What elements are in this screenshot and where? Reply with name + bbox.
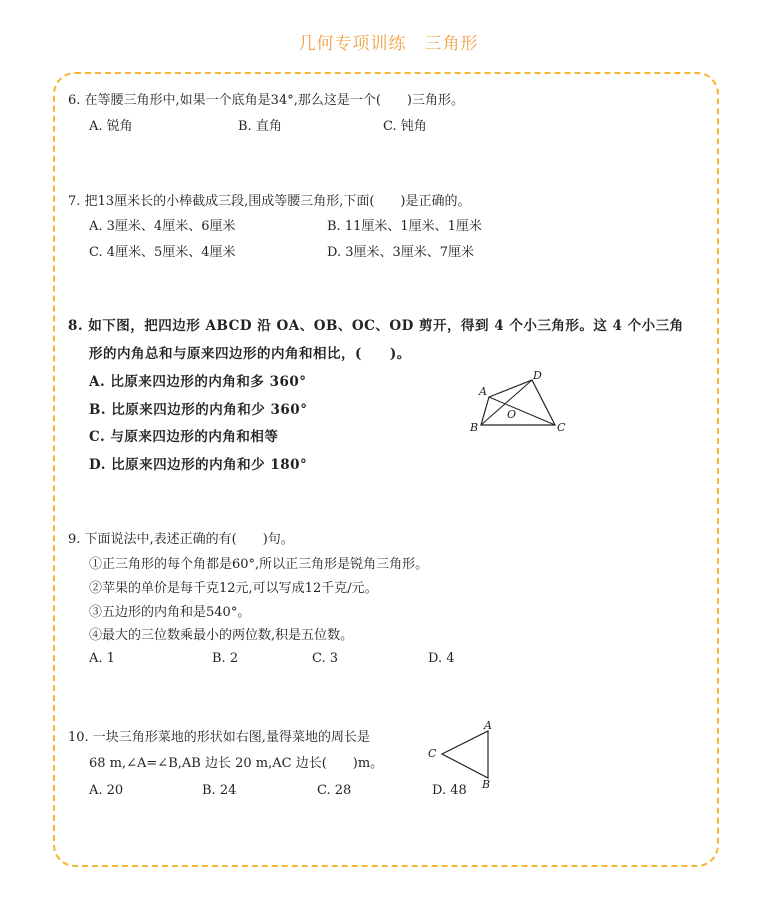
triangle-abc-figure (420, 716, 505, 790)
q9-option-c: C. 3 (312, 651, 339, 666)
q9-statement-2: ②苹果的单价是每千克12元,可以写成12千克/元。 (89, 581, 378, 596)
q8-stem-line2: 形的内角总和与原来四边形的内角和相比，( )。 (89, 346, 411, 362)
q10-option-d: D. 48 (432, 783, 467, 798)
q7-option-b: B. 11厘米、1厘米、1厘米 (327, 219, 482, 234)
q9-option-d: D. 4 (428, 651, 455, 666)
q7-option-c: C. 4厘米、5厘米、4厘米 (89, 245, 236, 260)
q7-stem: 7. 把13厘米长的小棒截成三段,围成等腰三角形,下面( )是正确的。 (68, 194, 471, 209)
q7-option-d: D. 3厘米、3厘米、7厘米 (327, 245, 475, 260)
quadrilateral-abcd-figure (460, 368, 580, 438)
q6-option-c: C. 钝角 (383, 119, 427, 134)
q9-stem: 9. 下面说法中,表述正确的有( )句。 (68, 532, 294, 547)
vertex-label-a: A (484, 719, 492, 732)
vertex-label-c: C (557, 421, 566, 434)
page-title: 几何专项训练 三角形 (298, 34, 479, 54)
vertex-label-a: A (479, 385, 487, 398)
q10-option-b: B. 24 (202, 783, 237, 798)
vertex-label-b: B (470, 421, 479, 434)
q9-statement-1: ①正三角形的每个角都是60°,所以正三角形是锐角三角形。 (89, 557, 429, 572)
center-label-o: O (507, 408, 517, 421)
q10-stem-line2: 68 m,∠A=∠B,AB 边长 20 m,AC 边长( )m。 (89, 756, 384, 771)
q8-option-a: A. 比原来四边形的内角和多 360° (89, 374, 307, 390)
triangle-outline (442, 731, 488, 778)
q9-option-b: B. 2 (212, 651, 239, 666)
q9-statement-3: ③五边形的内角和是540°。 (89, 605, 251, 620)
vertex-label-c: C (428, 747, 437, 760)
q9-statement-4: ④最大的三位数乘最小的两位数,积是五位数。 (89, 628, 354, 643)
q8-option-c: C. 与原来四边形的内角和相等 (89, 429, 279, 445)
vertex-label-b: B (482, 778, 491, 790)
quadrilateral-outline (481, 380, 555, 425)
q10-option-a: A. 20 (89, 783, 124, 798)
q10-stem-line1: 10. 一块三角形菜地的形状如右图,量得菜地的周长是 (68, 730, 370, 745)
q6-option-b: B. 直角 (238, 119, 282, 134)
q9-option-a: A. 1 (89, 651, 115, 666)
vertex-label-d: D (533, 369, 542, 382)
q6-stem: 6. 在等腰三角形中,如果一个底角是34°,那么这是一个( )三角形。 (68, 93, 464, 108)
q8-stem-line1: 8. 如下图，把四边形 ABCD 沿 OA、OB、OC、OD 剪开，得到 4 个小三角形。这 4 个小三角 (68, 318, 684, 334)
q8-option-d: D. 比原来四边形的内角和少 180° (89, 457, 308, 473)
q10-option-c: C. 28 (317, 783, 352, 798)
q8-option-b: B. 比原来四边形的内角和少 360° (89, 402, 308, 418)
q6-option-a: A. 锐角 (89, 119, 133, 134)
q7-option-a: A. 3厘米、4厘米、6厘米 (89, 219, 236, 234)
diagonal-ac (489, 397, 555, 425)
